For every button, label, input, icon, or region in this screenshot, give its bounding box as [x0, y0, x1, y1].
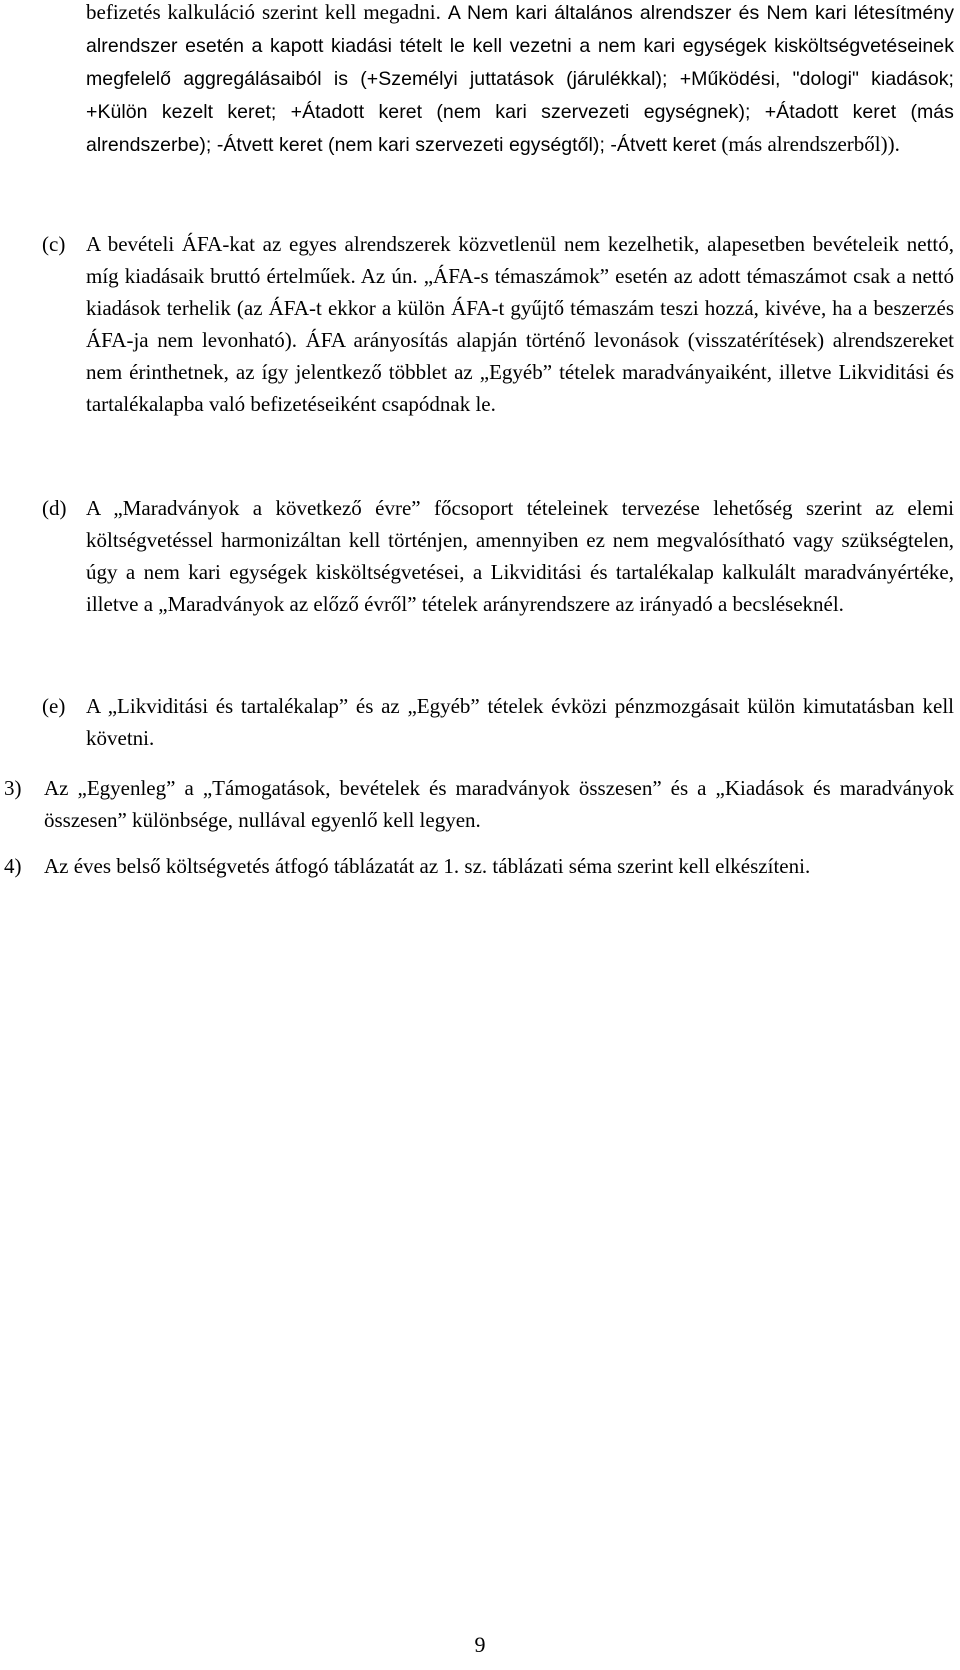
item-e-text: A „Likviditási és tartalékalap” és az „Egyéb” tételek évközi pénzmozgásait külön kimutatásban kell követni. [86, 694, 954, 750]
intro-sans-text: A Nem kari általános alrendszer és Nem kari létesítmény alrendszer esetén a kapott kiadási tételt le kell vezetni a nem kari egységek kisköltségvetéseinek megfelelő aggregálásaiból is (+Személyi juttatások (járulékkal); +Működési, "dologi" kiadások; +Külön kezelt keret; +Átadott keret (nem kari szervezeti egységnek); +Átadott keret (más alrendszerbe); -Átvett keret (nem kari szervezeti egységtől); -Átvett keret [86, 2, 954, 156]
page-number: 9 [474, 1632, 486, 1657]
numbered-item-3-marker: 3) [4, 776, 22, 800]
item-d-text: A „Maradványok a következő évre” főcsoport tételeinek tervezése lehetőség szerint az elemi költségvetéssel harmonizáltan kell történjen, amennyiben ez nem megvalósítható vagy szükségtelen, úgy a nem kari egységek kisköltségvetései, a Likviditási és tartalékalap kalkulált maradványértéke, illetve a „Maradványok az előző évről” tételek arányrendszere az irányadó a becsléseknél. [86, 496, 954, 616]
numbered-item-4-marker: 4) [4, 854, 22, 878]
item-c-text: A bevételi ÁFA-kat az egyes alrendszerek közvetlenül nem kezelhetik, alapesetben bevételeik nettó, míg kiadásaik bruttó értelműek. Az ún. „ÁFA-s témaszámok” esetén az adott témaszámot csak a nettó kiadások terhelik (az ÁFA-t ekkor a külön ÁFA-t gyűjtő témaszám teszi hozzá, kivéve, ha a beszerzés ÁFA-ja nem levonható). ÁFA arányosítás alapján történő levonások (visszatérítések) alrendszereket nem érinthetnek, az így jelentkező többlet az „Egyéb” tételek maradványaiként, illetve Likviditási és tartalékalapba való befizetéseiként csapódnak le. [86, 232, 954, 416]
intro-serif-tail: (más alrendszerből)). [721, 132, 900, 156]
item-e-marker: (e) [42, 694, 66, 718]
numbered-item-3-text: Az „Egyenleg” a „Támogatások, bevételek és maradványok összesen” és a „Kiadások és maradványok összesen” különbsége, nullával egyenlő kell legyen. [44, 776, 954, 832]
item-d-marker: (d) [42, 496, 67, 520]
numbered-item-4-text: Az éves belső költségvetés átfogó táblázatát az 1. sz. táblázati séma szerint kell elkészíteni. [44, 854, 811, 878]
intro-serif-lead: befizetés kalkuláció szerint kell megadni. [86, 0, 441, 24]
intro-paragraph [86, 0, 954, 161]
item-c-marker: (c) [42, 232, 66, 256]
